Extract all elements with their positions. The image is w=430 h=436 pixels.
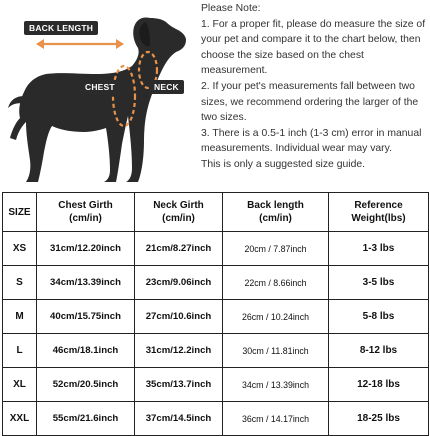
neck-cell: 21cm/8.27inch [135,232,223,266]
header-chest-girth [37,193,135,232]
table-row [3,402,429,436]
size-cell: S [3,266,37,300]
chest-cell: 55cm/21.6inch [37,402,135,436]
weight-cell: 1-3 lbs [329,232,429,266]
back-cell: 30cm / 11.81inch [223,334,329,368]
chest-cell: 40cm/15.75inch [37,300,135,334]
header-weight-label: Reference Weight(lbs) [351,200,406,224]
neck-cell: 35cm/13.7inch [135,368,223,402]
neck-cell: 37cm/14.5inch [135,402,223,436]
note-item: 3. There is a 0.5-1 inch (1-3 cm) error in manual measurements. Individual wear may vary. [201,127,422,155]
notes-title: Please Note: [201,3,261,14]
chest-cell: 34cm/13.39inch [37,266,135,300]
back-cell: 34cm / 13.39inch [223,368,329,402]
weight-cell: 8-12 lbs [329,334,429,368]
header-size [3,193,37,232]
header-neck-girth [135,193,223,232]
weight-cell: 5-8 lbs [329,300,429,334]
back-cell: 36cm / 14.17inch [223,402,329,436]
weight-cell: 18-25 lbs [329,402,429,436]
weight-cell: 12-18 lbs [329,368,429,402]
note-item: 1. For a proper fit, please do measure the size of your pet and compare it to the chart below, then choose the size based on the chest measurement. [201,18,426,77]
back-cell: 26cm / 10.24inch [223,300,329,334]
header-back-label: Back length (cm/in) [247,200,304,224]
header-reference-weight [329,193,429,232]
header-back-length [223,193,329,232]
table-header-row [3,193,429,232]
neck-cell: 27cm/10.6inch [135,300,223,334]
size-cell: XXL [3,402,37,436]
back-cell: 20cm / 7.87inch [223,232,329,266]
size-cell: XL [3,368,37,402]
chest-cell: 31cm/12.20inch [37,232,135,266]
neck-label: NECK [149,80,184,94]
header-neck-label: Neck Girth (cm/in) [153,200,204,224]
table-row [3,300,429,334]
chest-cell: 46cm/18.1inch [37,334,135,368]
table-row [3,232,429,266]
header-size-label: SIZE [8,206,31,218]
header-chest-label: Chest Girth (cm/in) [58,200,113,224]
size-chart-table [2,192,429,436]
neck-cell: 23cm/9.06inch [135,266,223,300]
back-length-label: BACK LENGTH [24,21,98,35]
weight-cell: 3-5 lbs [329,266,429,300]
size-cell: L [3,334,37,368]
dog-measurement-illustration [0,0,198,190]
size-cell: M [3,300,37,334]
chest-label: CHEST [80,80,120,94]
size-cell: XS [3,232,37,266]
table-row [3,368,429,402]
table-row [3,266,429,300]
back-cell: 22cm / 8.66inch [223,266,329,300]
size-notes [201,1,427,173]
notes-footer: This is only a suggested size guide. [201,158,366,170]
neck-cell: 31cm/12.2inch [135,334,223,368]
note-item: 2. If your pet's measurements fall between two sizes, we recommend ordering the larger of the two sizes. [201,80,419,124]
table-row [3,334,429,368]
chest-cell: 52cm/20.5inch [37,368,135,402]
